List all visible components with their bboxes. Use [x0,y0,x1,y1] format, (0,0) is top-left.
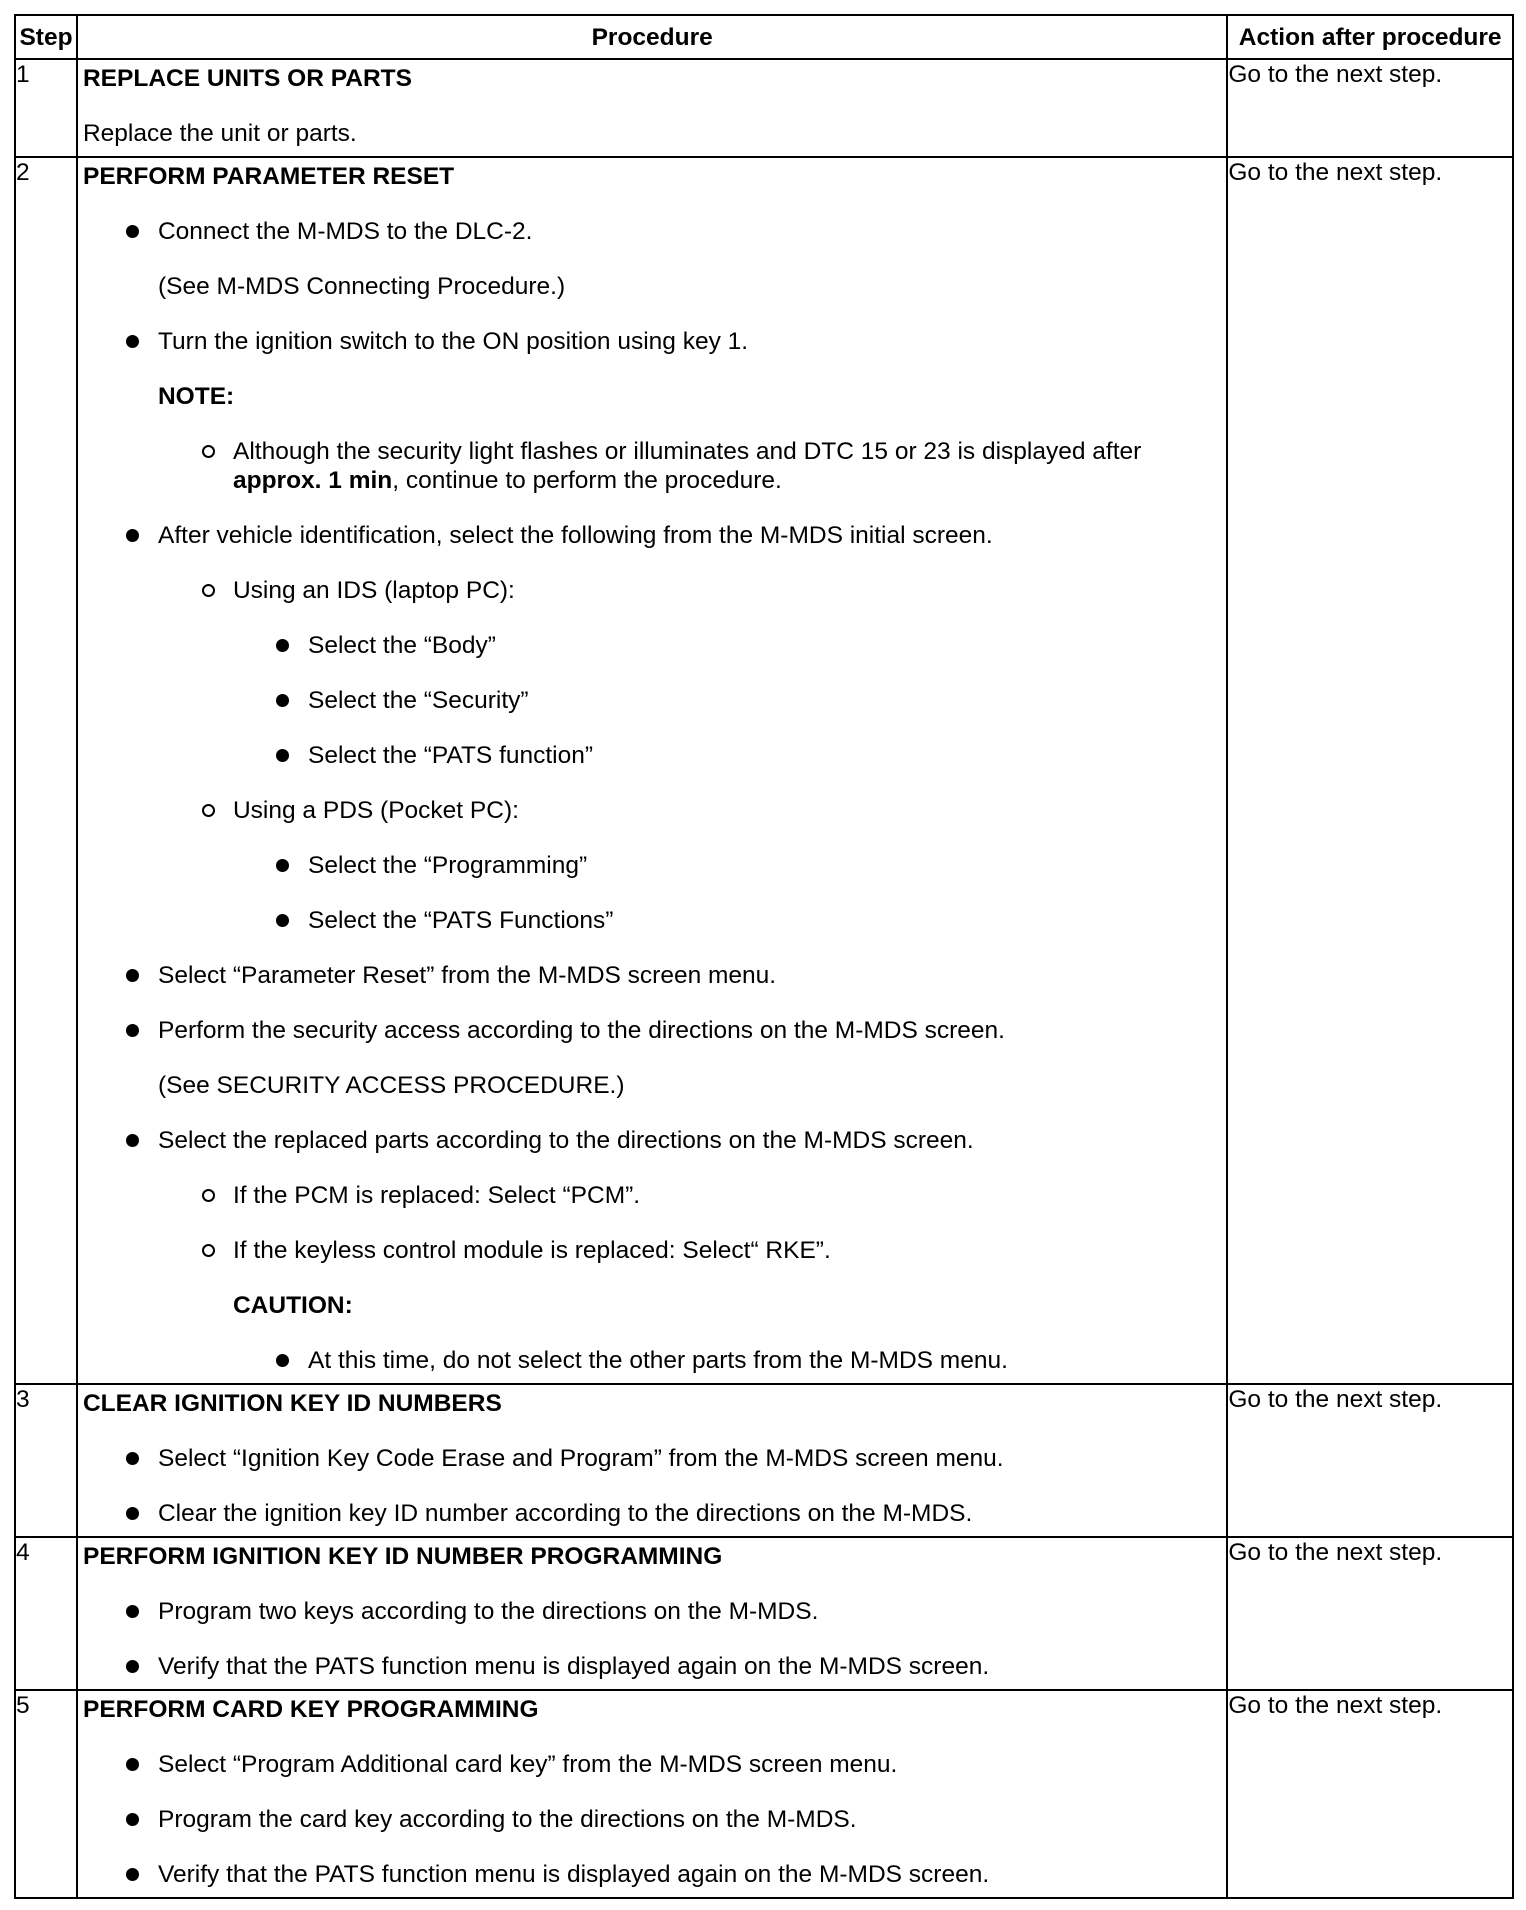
step-row-1 [15,59,1513,157]
bullet-text: Verify that the PATS function menu is displayed again on the M-MDS screen. [157,1861,990,1888]
bullet-dot-icon [126,1758,139,1771]
procedure-cell [77,157,1227,1384]
bullet-dot-icon [126,1024,139,1037]
caution-label: CAUTION: [232,1292,353,1319]
step-title: REPLACE UNITS OR PARTS [82,65,412,92]
bullet-item [78,1805,1226,1834]
bullet-dot-icon [126,969,139,982]
step-title: PERFORM IGNITION KEY ID NUMBER PROGRAMMING [82,1543,723,1570]
sub-sub-item [78,851,1226,880]
sub-item-text: If the PCM is replaced: Select “PCM”. [232,1182,641,1209]
sub-sub-item [78,741,1226,770]
bullet-dot-icon [276,914,289,927]
bullet-item [78,1444,1226,1473]
sub-item-text: If the keyless control module is replaced: Select“ RKE”. [232,1237,831,1264]
bullet-text: Perform the security access according to the directions on the M-MDS screen. [157,1017,1005,1044]
bullet-dot-icon [126,1813,139,1826]
bullet-circle-icon [202,804,215,817]
bullet-dot-icon [276,749,289,762]
bullet-text: Verify that the PATS function menu is displayed again on the M-MDS screen. [157,1653,990,1680]
step-number: 4 [15,1537,77,1690]
bullet-dot-icon [126,335,139,348]
sub-item [78,576,1226,605]
step-number: 1 [15,59,77,157]
bullet-dot-icon [126,1452,139,1465]
bullet-item [78,1860,1226,1889]
step-title: PERFORM CARD KEY PROGRAMMING [82,1696,539,1723]
step-number: 2 [15,157,77,1384]
procedure-cell [77,1537,1227,1690]
note-item [78,437,1226,495]
sub-sub-item [78,686,1226,715]
step-row-2 [15,157,1513,1384]
header-action: Action after procedure [1227,15,1513,59]
action-cell: Go to the next step. [1227,1690,1513,1898]
action-cell: Go to the next step. [1227,1384,1513,1537]
bullet-item [78,1597,1226,1626]
bullet-dot-icon [126,1134,139,1147]
bullet-dot-icon [276,639,289,652]
bullet-text: Select “Program Additional card key” from the M-MDS screen menu. [157,1751,898,1778]
bullet-item [78,327,1226,356]
bullet-dot-icon [276,1354,289,1367]
sub-item-text: Using an IDS (laptop PC): [232,577,515,604]
step-number: 3 [15,1384,77,1537]
bullet-dot-icon [126,1507,139,1520]
bullet-text: Program two keys according to the directions on the M-MDS. [157,1598,819,1625]
bullet-text: Connect the M-MDS to the DLC-2. [157,218,533,245]
step-row-3 [15,1384,1513,1537]
step-title: PERFORM PARAMETER RESET [82,163,455,190]
bullet-text: Program the card key according to the directions on the M-MDS. [157,1806,857,1833]
bullet-item [78,217,1226,246]
bullet-text: Select “Ignition Key Code Erase and Program” from the M-MDS screen menu. [157,1445,1004,1472]
bullet-dot-icon [126,529,139,542]
header-row [15,15,1513,59]
sub-item [78,1236,1226,1265]
bullet-text: After vehicle identification, select the following from the M-MDS initial screen. [157,522,993,549]
bullet-item [78,1016,1226,1045]
bullet-item [78,1750,1226,1779]
sub-sub-item-text: Select the “Programming” [307,852,588,879]
reference-text: (See M-MDS Connecting Procedure.) [157,273,566,300]
sub-sub-item [78,906,1226,935]
action-cell: Go to the next step. [1227,59,1513,157]
action-cell: Go to the next step. [1227,157,1513,1384]
sub-sub-item-text: Select the “Security” [307,687,529,714]
bullet-dot-icon [276,859,289,872]
bullet-dot-icon [276,694,289,707]
step-title: CLEAR IGNITION KEY ID NUMBERS [82,1390,502,1417]
sub-sub-item-text: Select the “Body” [307,632,496,659]
step-text: Replace the unit or parts. [82,120,357,147]
bullet-circle-icon [202,445,215,458]
sub-sub-item-text: Select the “PATS Functions” [307,907,614,934]
bullet-item [78,1499,1226,1528]
bullet-text: Select “Parameter Reset” from the M-MDS screen menu. [157,962,777,989]
bullet-dot-icon [126,225,139,238]
step-row-4 [15,1537,1513,1690]
action-cell: Go to the next step. [1227,1537,1513,1690]
step-row-5 [15,1690,1513,1898]
bullet-item [78,1126,1226,1155]
sub-sub-item [78,631,1226,660]
bullet-circle-icon [202,1244,215,1257]
note-text-bold: approx. 1 min [232,467,393,494]
bullet-item [78,521,1226,550]
bullet-text: Turn the ignition switch to the ON position using key 1. [157,328,749,355]
bullet-dot-icon [126,1605,139,1618]
bullet-text: Clear the ignition key ID number according to the directions on the M-MDS. [157,1500,973,1527]
note-label: NOTE: [157,383,235,410]
sub-item [78,1181,1226,1210]
bullet-dot-icon [126,1868,139,1881]
sub-sub-item-text: Select the “PATS function” [307,742,594,769]
bullet-item [78,961,1226,990]
header-procedure: Procedure [77,15,1227,59]
procedure-cell [77,1384,1227,1537]
procedure-cell [77,1690,1227,1898]
step-number: 5 [15,1690,77,1898]
sub-item-text: Using a PDS (Pocket PC): [232,797,519,824]
caution-item [78,1346,1226,1375]
caution-text: At this time, do not select the other parts from the M-MDS menu. [307,1347,1008,1374]
bullet-circle-icon [202,584,215,597]
procedure-table [14,14,1514,1899]
note-text-post: , continue to perform the procedure. [392,467,782,494]
header-step: Step [15,15,77,59]
bullet-dot-icon [126,1660,139,1673]
sub-item [78,796,1226,825]
bullet-item [78,1652,1226,1681]
bullet-circle-icon [202,1189,215,1202]
procedure-cell [77,59,1227,157]
reference-text: (See SECURITY ACCESS PROCEDURE.) [157,1072,625,1099]
note-text-pre: Although the security light flashes or illuminates and DTC 15 or 23 is displayed after [232,438,1142,465]
bullet-text: Select the replaced parts according to the directions on the M-MDS screen. [157,1127,974,1154]
